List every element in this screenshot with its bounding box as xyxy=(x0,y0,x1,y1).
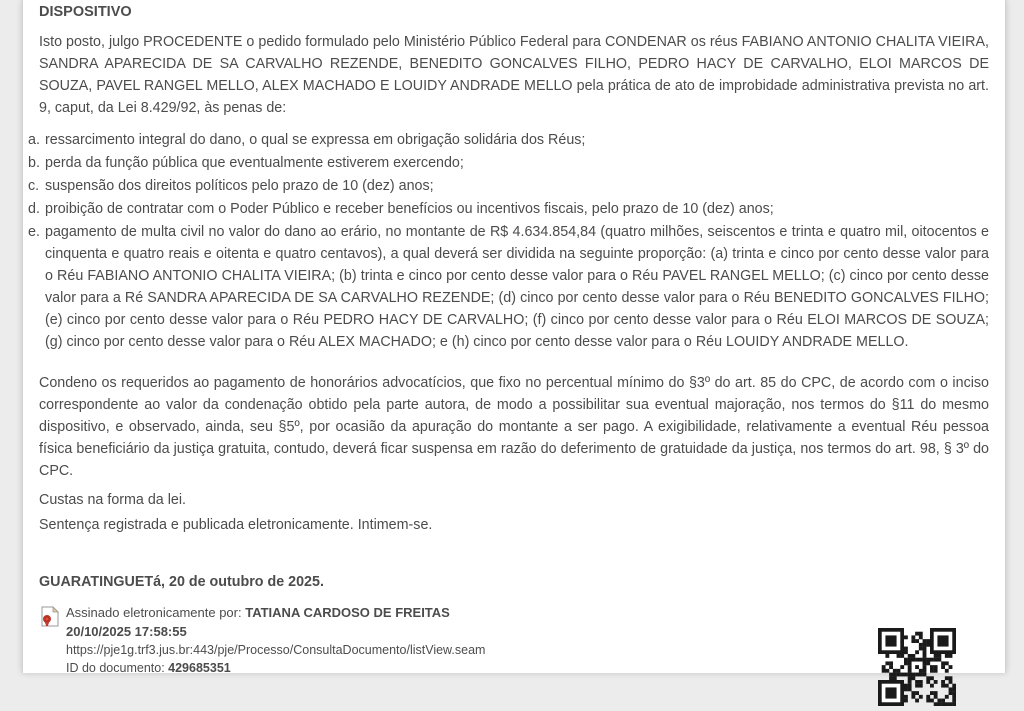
document-id-label: ID do documento: xyxy=(66,661,169,675)
intro-paragraph: Isto posto, julgo PROCEDENTE o pedido formulado pelo Ministério Público Federal para CONDENAR os réus FABIANO ANTONIO CHALITA VIEIRA, SANDRA APARECIDA DE SA CARVALHO REZENDE, BENEDITO GONCALVES FILHO, PEDRO HACY DE CARVALHO, ELOI MARCOS DE SOUZA, PAVEL RANGEL MELLO, ALEX MACHADO E LOUIDY ANDRADE MELLO pela prática de ato de improbidade administrativa prevista no art. 9, caput, da Lei 8.429/92, às penas de: xyxy=(39,34,989,116)
list-item xyxy=(28,175,989,197)
signature-block xyxy=(41,603,485,677)
list-item xyxy=(28,198,989,220)
list-item-text: perda da função pública que eventualmente estiverem exercendo; xyxy=(45,155,464,171)
list-item-marker: a. xyxy=(28,132,40,148)
date-line: GUARATINGUETá, 20 de outubro de 2025. xyxy=(39,574,324,590)
list-item-marker: c. xyxy=(28,178,40,194)
registration-line: Sentença registrada e publicada eletronicamente. Intimem-se. xyxy=(39,517,433,533)
signature-datetime: 20/10/2025 17:58:55 xyxy=(66,624,187,639)
document-id-line xyxy=(66,659,485,677)
list-item-text: ressarcimento integral do dano, o qual se expressa em obrigação solidária dos Réus; xyxy=(45,132,586,148)
penalty-list xyxy=(28,129,989,353)
signed-by-label: Assinado eletronicamente por: xyxy=(66,605,246,620)
section-heading: DISPOSITIVO xyxy=(39,4,132,20)
list-item-text: pagamento de multa civil no valor do dano ao erário, no montante de R$ 4.634.854,84 (quatro milhões, seiscentos e trinta e quatro mil, oitocentos e cinquenta e quatro reais e oitenta e quatro centavos), a qual deverá ser dividida na seguinte proporção: (a) trinta e cinco por cento desse valor para o Réu FABIANO ANTONIO CHALITA VIEIRA; (b) trinta e cinco por cento desse valor para o Réu PAVEL RANGEL MELLO; (c) cinco por cento desse valor para a Ré SANDRA APARECIDA DE SA CARVALHO REZENDE; (d) cinco por cento desse valor para o Réu BENEDITO GONCALVES FILHO; (e) cinco por cento desse valor para o Réu PEDRO HACY DE CARVALHO; (f) cinco por cento desse valor para o Réu ELOI MARCOS DE SOUZA; (g) cinco por cento desse valor para o Réu ALEX MACHADO; e (h) cinco por cento desse valor para o Réu LOUIDY ANDRADE MELLO. xyxy=(45,224,989,350)
qr-code xyxy=(878,628,956,706)
signed-document-icon xyxy=(41,606,59,627)
fees-paragraph: Condeno os requeridos ao pagamento de honorários advocatícios, que fixo no percentual mínimo do §3º do art. 85 do CPC, de acordo com o inciso correspondente ao valor da condenação obtido pela parte autora, de modo a possibilitar sua eventual majoração, nos termos do §11 do mesmo dispositivo, e observado, ainda, seu §5º, por ocasião da apuração do montante a ser pago. A exigibilidade, relativamente a eventual Réu pessoa física beneficiário da justiça gratuita, contudo, deverá ficar suspensa em razão do deferimento de gratuidade da justiça, nos termos do art. 98, § 3º do CPC. xyxy=(39,375,989,479)
list-item xyxy=(28,129,989,151)
document-id-value: 429685351 xyxy=(168,661,231,675)
document-page xyxy=(22,0,1006,673)
costs-line: Custas na forma da lei. xyxy=(39,492,187,508)
list-item-marker: b. xyxy=(28,155,40,171)
list-item xyxy=(28,221,989,353)
list-item-text: proibição de contratar com o Poder Público e receber benefícios ou incentivos fiscais, pelo prazo de 10 (dez) anos; xyxy=(45,201,774,217)
signer-name: TATIANA CARDOSO DE FREITAS xyxy=(245,605,450,620)
list-item-marker: d. xyxy=(28,201,40,217)
list-item xyxy=(28,152,989,174)
signed-by-line xyxy=(66,603,485,622)
list-item-text: suspensão dos direitos políticos pelo prazo de 10 (dez) anos; xyxy=(45,178,434,194)
verification-url: https://pje1g.trf3.jus.br:443/pje/Processo/ConsultaDocumento/listView.seam xyxy=(66,643,486,657)
list-item-marker: e. xyxy=(28,224,40,240)
